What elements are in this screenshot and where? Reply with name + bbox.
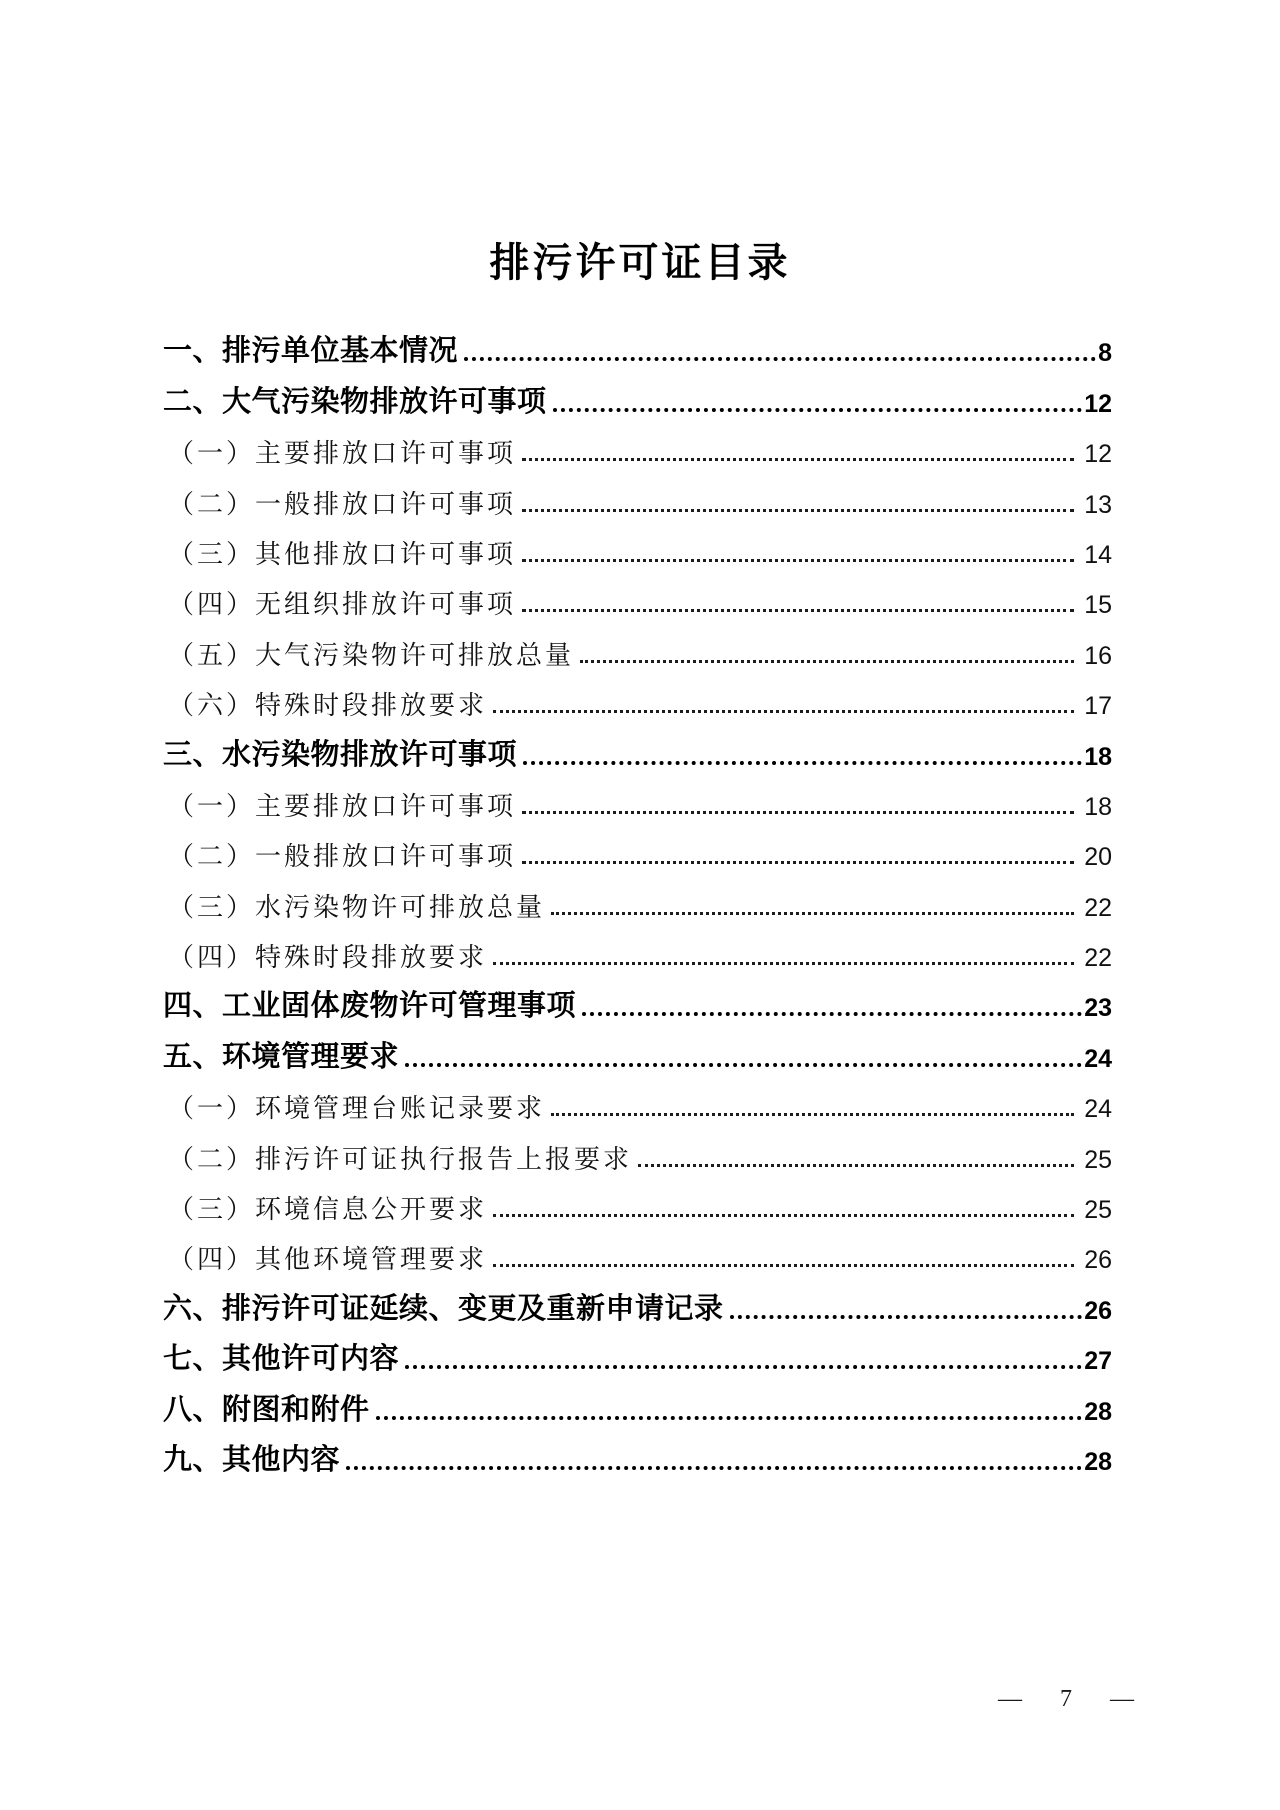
dot-leader	[582, 1012, 1082, 1016]
dot-leader	[493, 710, 1074, 713]
toc-entry-label: （三）水污染物许可排放总量	[168, 892, 546, 922]
dot-leader	[553, 408, 1083, 412]
footer-left-dash: —	[998, 1686, 1022, 1712]
toc-entry-label: 四、工业固体废物许可管理事项	[163, 990, 577, 1023]
toc-entry-label: （一）主要排放口许可事项	[168, 439, 517, 469]
toc-entry-page-number: 13	[1084, 490, 1112, 519]
toc-entry	[163, 1374, 1112, 1424]
toc-entry	[163, 669, 1112, 719]
footer-page-number: 7	[1060, 1686, 1072, 1712]
toc-entry-label: （三）其他排放口许可事项	[168, 539, 517, 569]
toc-entry-page-number: 28	[1084, 1397, 1112, 1426]
toc-entry	[163, 1122, 1112, 1172]
toc-entry-page-number: 28	[1084, 1447, 1112, 1476]
dot-leader	[551, 912, 1074, 915]
dot-leader	[346, 1466, 1082, 1470]
toc-entry	[163, 1324, 1112, 1374]
toc-entry	[163, 366, 1112, 416]
toc-entry-label: 八、附图和附件	[163, 1393, 370, 1426]
dot-leader	[730, 1315, 1083, 1319]
page-title: 排污许可证目录	[489, 240, 791, 285]
dot-leader	[464, 357, 1096, 361]
toc-entry	[163, 1021, 1112, 1071]
toc-entry	[163, 971, 1112, 1021]
toc-entry-page-number: 14	[1084, 540, 1112, 569]
toc-entry-label: （三）环境信息公开要求	[168, 1195, 488, 1225]
dot-leader	[638, 1164, 1074, 1167]
dot-leader	[522, 509, 1074, 512]
dot-leader	[376, 1416, 1083, 1420]
toc-entry-label: （二）排污许可证执行报告上报要求	[168, 1144, 633, 1174]
footer-right-dash: —	[1110, 1686, 1134, 1712]
dot-leader	[493, 1264, 1074, 1267]
dot-leader	[522, 609, 1074, 612]
toc-entry-label: （六）特殊时段排放要求	[168, 691, 488, 721]
dot-leader	[551, 1113, 1074, 1116]
toc-entry-label: （四）其他环境管理要求	[168, 1245, 488, 1275]
dot-leader	[522, 811, 1074, 814]
toc-entry-page-number: 17	[1084, 692, 1112, 721]
toc-entry-label: 九、其他内容	[163, 1443, 341, 1476]
toc-entry-page-number: 24	[1084, 1095, 1112, 1124]
toc-entry-label: （一）环境管理台账记录要求	[168, 1094, 546, 1124]
dot-leader	[522, 861, 1074, 864]
toc-entry-label: 六、排污许可证延续、变更及重新申请记录	[163, 1292, 724, 1325]
toc-entry-page-number: 18	[1084, 742, 1112, 771]
dot-leader	[405, 1365, 1082, 1369]
toc-entry-label: 一、排污单位基本情况	[163, 335, 459, 368]
toc-entry-page-number: 25	[1084, 1145, 1112, 1174]
toc-entry	[163, 518, 1112, 568]
toc-entry	[163, 870, 1112, 920]
toc-entry-label: 三、水污染物排放许可事项	[163, 738, 518, 771]
toc-entry	[163, 618, 1112, 668]
toc-entry	[163, 467, 1112, 517]
toc-entry-page-number: 22	[1084, 893, 1112, 922]
toc-entry-page-number: 22	[1084, 944, 1112, 973]
toc-entry-label: 七、其他许可内容	[163, 1343, 400, 1376]
dot-leader	[522, 458, 1074, 461]
dot-leader	[493, 962, 1074, 965]
toc-entry-page-number: 25	[1084, 1196, 1112, 1225]
toc-entry	[163, 1072, 1112, 1122]
toc-entry-label: （四）无组织排放许可事项	[168, 590, 517, 620]
toc-entry-page-number: 12	[1084, 389, 1112, 418]
toc-entry	[163, 921, 1112, 971]
dot-leader	[523, 761, 1082, 765]
toc-entry-page-number: 20	[1084, 843, 1112, 872]
toc-entry	[163, 820, 1112, 870]
toc-entry-label: （二）一般排放口许可事项	[168, 842, 517, 872]
toc-entry	[163, 568, 1112, 618]
toc-entry-page-number: 24	[1084, 1044, 1112, 1073]
toc-entry	[163, 1223, 1112, 1273]
dot-leader	[493, 1214, 1074, 1217]
toc-entry-label: 二、大气污染物排放许可事项	[163, 385, 547, 418]
dot-leader	[580, 660, 1074, 663]
toc-entry-label: （一）主要排放口许可事项	[168, 791, 517, 821]
toc-entry-label: （五）大气污染物许可排放总量	[168, 640, 575, 670]
toc-entry	[163, 1273, 1112, 1323]
toc-entry-page-number: 26	[1084, 1246, 1112, 1275]
dot-leader	[405, 1063, 1082, 1067]
toc-list	[163, 316, 1112, 1475]
dot-leader	[522, 559, 1074, 562]
toc-entry-page-number: 26	[1084, 1296, 1112, 1325]
toc-entry	[163, 417, 1112, 467]
toc-entry-label: （四）特殊时段排放要求	[168, 943, 488, 973]
toc-entry	[163, 1425, 1112, 1475]
toc-entry	[163, 719, 1112, 769]
toc-entry-label: （二）一般排放口许可事项	[168, 489, 517, 519]
toc-entry-page-number: 12	[1084, 440, 1112, 469]
toc-entry-page-number: 8	[1098, 339, 1112, 368]
page-footer	[998, 1686, 1134, 1713]
toc-entry-label: 五、环境管理要求	[163, 1040, 400, 1073]
toc-entry-page-number: 16	[1084, 641, 1112, 670]
toc-entry-page-number: 15	[1084, 591, 1112, 620]
toc-entry	[163, 316, 1112, 366]
toc-entry	[163, 1173, 1112, 1223]
toc-entry-page-number: 23	[1084, 994, 1112, 1023]
toc-entry	[163, 770, 1112, 820]
toc-entry-page-number: 27	[1084, 1347, 1112, 1376]
toc-entry-page-number: 18	[1084, 792, 1112, 821]
